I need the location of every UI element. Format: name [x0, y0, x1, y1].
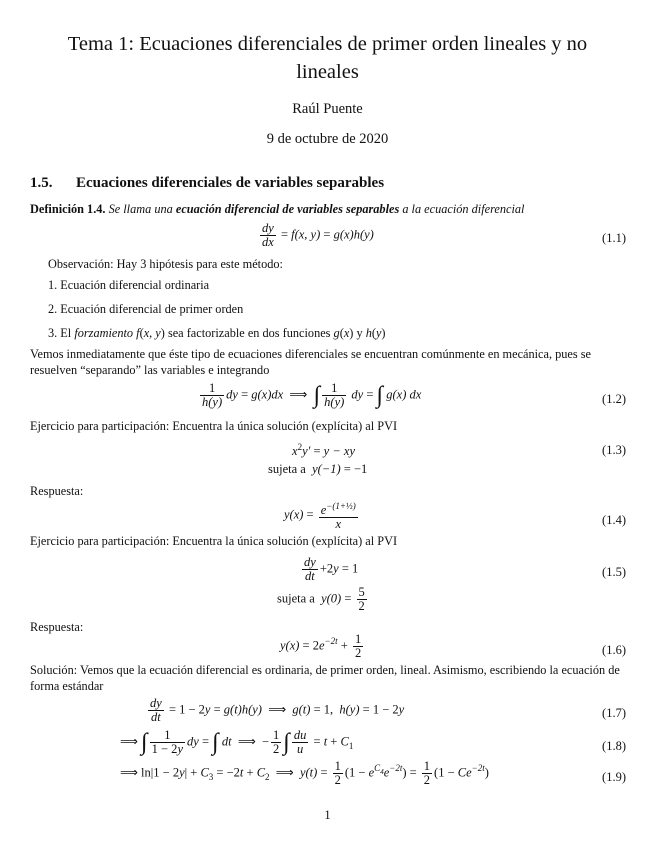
equation-number: (1.4)	[602, 513, 626, 527]
list-item: 2. Ecuación diferencial de primer orden	[48, 302, 244, 316]
section-heading	[30, 175, 384, 192]
equation-1-7: $\frac{dy}{dt}$ = 1 − 2y = g(t)h(y) ⟹ g(t) = 1, h(y) = 1 − 2y (1.7)	[150, 696, 626, 724]
author: Raúl Puente	[292, 101, 363, 117]
definition-post: a la ecuación diferencial	[402, 202, 525, 216]
exercise-2: Ejercicio para participación: Encuentra la única solución (explícita) al PVI	[30, 534, 398, 548]
equation-1-5: $\frac{dy}{dt}$ +2y = 1 sujeta a y(0) = $\frac{5}{2}$ (1.5)	[277, 555, 626, 613]
equation-number: (1.2)	[602, 392, 626, 406]
equation-1-3: $x^2y' = y$ − xy sujeta a y(−1) = −1 (1.3)	[268, 442, 626, 476]
list-item: 1. Ecuación diferencial ordinaria	[48, 278, 210, 292]
observation: Observación: Hay 3 hipótesis para este método:	[48, 257, 283, 271]
equation-1-4: y(x) = $\frac{e^{-(1+\frac{1}{2})}}{x}$ (1.4)	[284, 501, 626, 532]
equation-number: (1.3)	[602, 443, 626, 457]
equation-1-9: ⟹ $\ln|1 - 2y| + C_3 = -2t + C_2$ ⟹ y(t) = $\frac{1}{2}$ $(1 - e^{C_4}e^{-2t})$ = $\frac{1}{2}$ $(1 - Ce^{-2t})$ (1.9)	[120, 759, 626, 787]
definition-label: Definición 1.4.	[30, 202, 106, 216]
paragraph-separating: Vemos inmediatamente que éste tipo de ecuaciones diferenciales se encuentran comúnmente en mecánica, pues se resuelven “separando” las variables e integrando	[30, 347, 591, 377]
equation-number: (1.8)	[602, 739, 626, 753]
equation-1-6: $y(x) = 2e^{-2t}$ + $\frac{1}{2}$ (1.6)	[280, 632, 626, 660]
definition-emphasis: ecuación diferencial de variables separables	[175, 202, 400, 216]
answer-2: Respuesta:	[30, 620, 84, 634]
solution-paragraph: Solución: Vemos que la ecuación diferencial es ordinaria, de primer orden, lineal. Asimismo, escribiendo la ecuación de forma estándar	[30, 663, 620, 693]
definition-pre: Se llama una	[108, 202, 173, 216]
equation-1-2: $\frac{1}{h(y)}$ dy = g(x)dx ⟹ ∫ $\frac{1}{h(y)}$ dy = ∫ g(x) dx (1.2)	[202, 381, 626, 409]
equation-number: (1.7)	[602, 706, 626, 720]
equation-1-8: ⟹ ∫ $\frac{1}{1 - 2y}$ dy = ∫ dt ⟹ − $\frac{1}{2}$ ∫ $\frac{du}{u}$ = $t + C_1$ (1.8)	[120, 728, 626, 756]
list-item: 3. El forzamiento f(x, y) sea factorizable en dos funciones g(x) y h(y)	[48, 326, 386, 340]
equation-number: (1.6)	[602, 643, 626, 657]
date: 9 de octubre de 2020	[266, 131, 389, 147]
page-number: 1	[324, 808, 331, 822]
section-title: Ecuaciones diferenciales de variables separables	[76, 175, 385, 191]
definition	[30, 202, 626, 218]
document-title: Tema 1: Ecuaciones diferenciales de primer orden lineales y no lineales	[67, 33, 588, 83]
exercise-1: Ejercicio para participación: Encuentra la única solución (explícita) al PVI	[30, 419, 398, 433]
equation-number: (1.1)	[602, 231, 626, 245]
equation-number: (1.9)	[602, 770, 626, 784]
answer-1: Respuesta:	[30, 484, 84, 498]
section-number: 1.5.	[30, 175, 53, 191]
equation-number: (1.5)	[602, 565, 626, 579]
equation-1-1: $\frac{dy}{dx}$ = f(x, y) = g(x)h(y) (1.1)	[262, 221, 626, 249]
